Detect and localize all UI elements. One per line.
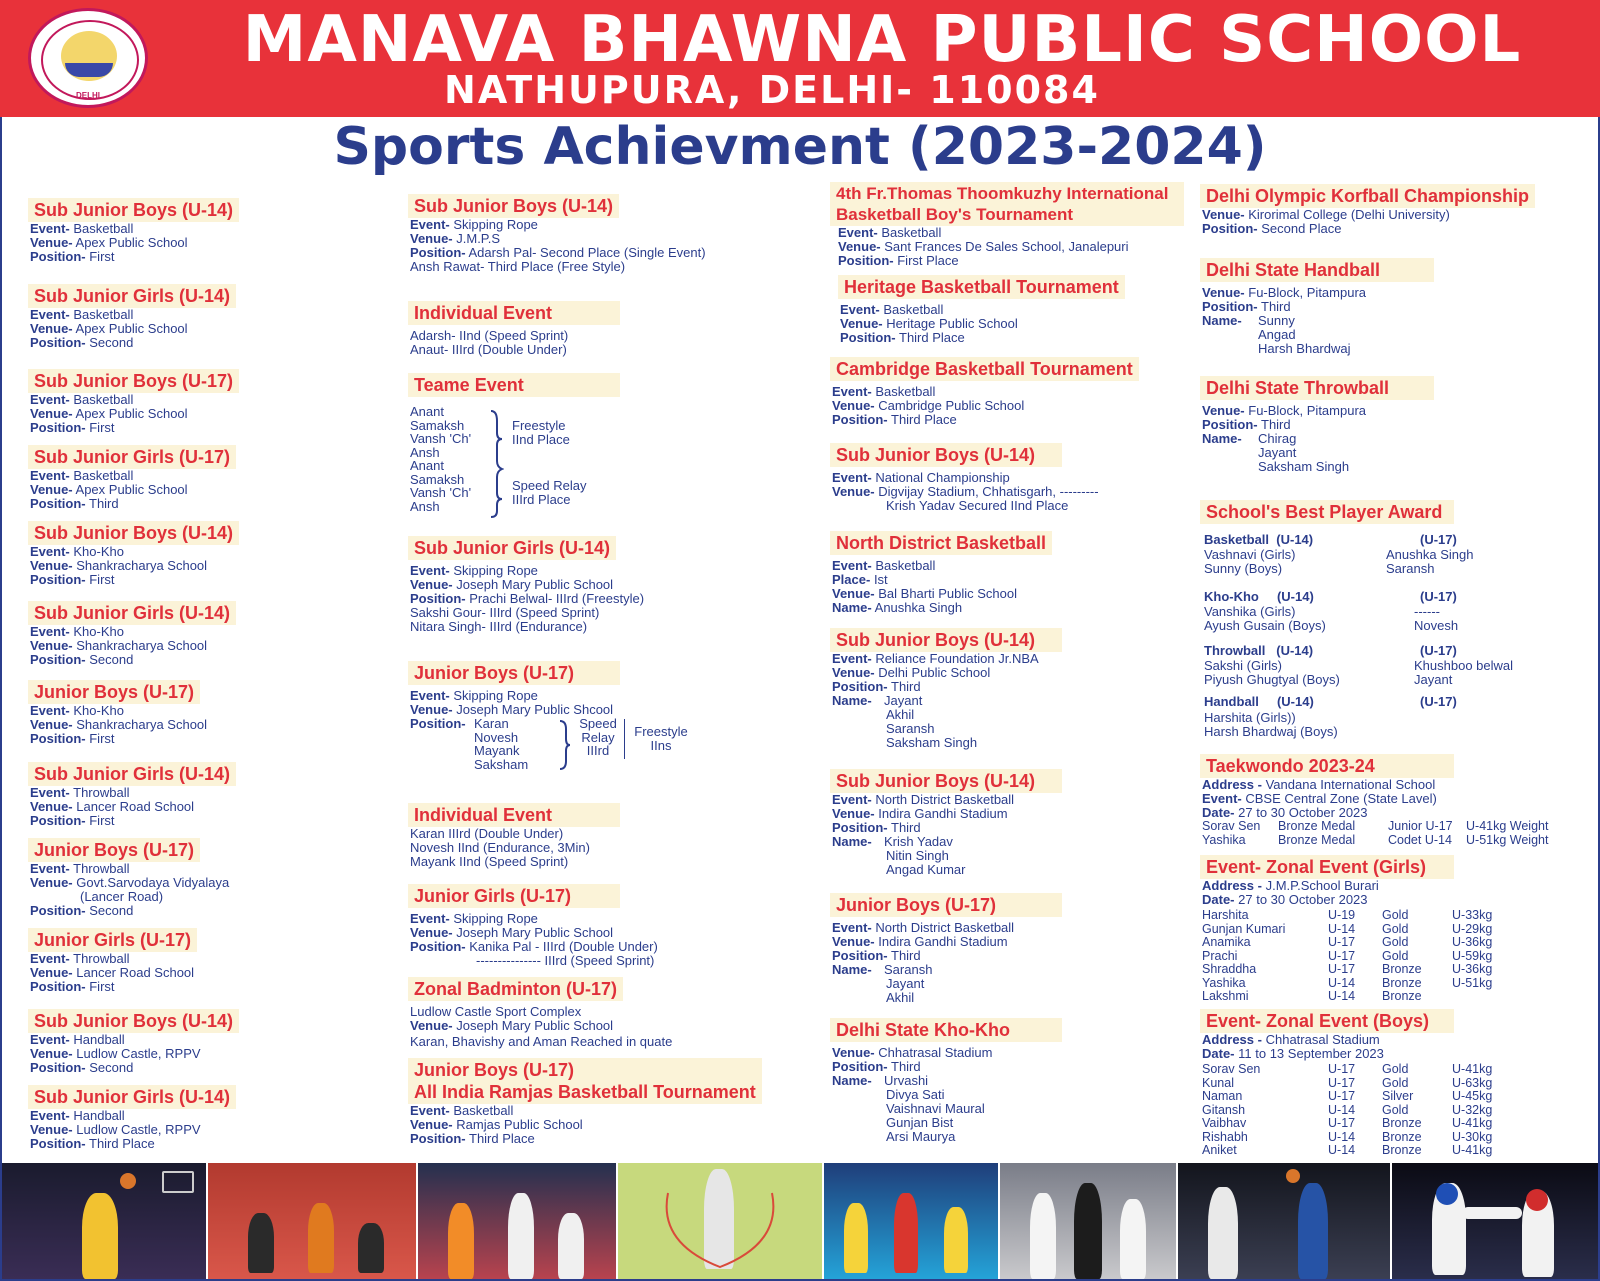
section-heading: Basketball Boy's Tournament [836, 205, 1074, 224]
basketball-game-photo [1178, 1163, 1390, 1279]
header-banner [0, 0, 1600, 117]
section-heading: Junior Boys (U-17) [28, 838, 200, 862]
kho-kho-photo [208, 1163, 416, 1279]
achievement-block: Junior Girls (U-17) Event- Throwball Venue- Lancer Road School Position- First [28, 928, 197, 994]
section-heading: Delhi State Kho-Kho [830, 1018, 1062, 1042]
section-heading: Sub Junior Boys (U-14) [830, 769, 1062, 793]
section-heading: Junior Boys (U-17) [830, 893, 1062, 917]
table-row: Shraddha U-17 Bronze U-36kg [1202, 962, 1493, 976]
table-row: Sorav Sen U-17 Gold U-41kg [1202, 1062, 1493, 1076]
section-heading: Junior Girls (U-17) [28, 928, 197, 952]
section-heading: 4th Fr.Thomas Thoomkuzhy International [836, 184, 1169, 203]
table-row: Sorav Sen Bronze Medal Junior U-17 U-41kg Weight [1202, 819, 1549, 833]
section-heading: Sub Junior Boys (U-14) [28, 198, 239, 222]
achievement-block: Heritage Basketball Tournament Event- Basketball Venue- Heritage Public School Position- Third Place [838, 275, 1125, 345]
achievement-block: Sub Junior Boys (U-14) Event- Handball Venue- Ludlow Castle, RPPV Position- Second [28, 1009, 239, 1075]
achievement-block: Junior Boys (U-17) Event- Skipping Rope Venue- Joseph Mary Public Shcool Position- Karan Novesh Mayank Saksham Speed Relay IIIrd Freestyle IIns [410, 663, 688, 772]
section-heading: Zonal Badminton (U-17) [408, 977, 623, 1001]
section-heading: Delhi State Throwball [1200, 376, 1434, 400]
section-heading: Delhi State Handball [1200, 258, 1434, 282]
section-heading: Sub Junior Boys (U-17) [28, 369, 239, 393]
achievement-block: Individual Event Adarsh- IInd (Speed Sprint) Anaut- IIIrd (Double Under) [408, 301, 620, 357]
achievement-block: Cambridge Basketball Tournament Event- Basketball Venue- Cambridge Public School Position- Third Place [830, 357, 1139, 427]
achievement-block: Sub Junior Girls (U-14) Event- Skipping Rope Venue- Joseph Mary Public School Position- Prachi Belwal- IIIrd (Freestyle) Sakshi Gour- IIIrd (Speed Sprint) Nitara Singh- IIIrd (Endurance) [410, 538, 645, 634]
section-heading: Sub Junior Boys (U-14) [28, 1009, 239, 1033]
section-heading: School's Best Player Award [1200, 500, 1454, 524]
achievement-block: North District Basketball Event- Basketball Place- Ist Venue- Bal Bharti Public School Name- Anushka Singh [830, 531, 1052, 615]
section-heading: Junior Boys (U-17) [28, 680, 200, 704]
taekwondo-table [1200, 820, 1552, 847]
table-row: Lakshmi U-14 Bronze [1202, 989, 1422, 1003]
table-row: Yashika Bronze Medal Codet U-14 U-51kg Weight [1202, 832, 1549, 847]
achievement-block: Sub Junior Boys (U-14) Event- North District Basketball Venue- Indira Gandhi Stadium Position- Third Name- Krish Yadav Nitin Singh Angad Kumar [830, 769, 1062, 877]
school-logo [28, 8, 148, 108]
section-heading: Taekwondo 2023-24 [1200, 754, 1454, 778]
zonal-boys-table [1200, 1063, 1496, 1158]
achievement-block: Sub Junior Girls (U-17) Event- Basketball Venue- Apex Public School Position- Third [28, 445, 236, 511]
section-heading: Sub Junior Girls (U-14) [28, 1085, 236, 1109]
handball-match-photo [1000, 1163, 1176, 1279]
table-row: Yashika U-14 Bronze U-51kg [1202, 975, 1493, 990]
achievement-block: Individual Event Karan IIIrd (Double Under) Novesh IInd (Endurance, 3Min) Mayank IInd (Speed Sprint) [408, 803, 620, 869]
section-heading: Event- Zonal Event (Girls) [1200, 855, 1454, 879]
achievement-block: Sub Junior Girls (U-14) Event- Handball Venue- Ludlow Castle, RPPV Position- Third Place [28, 1085, 236, 1151]
achievement-block: Delhi State Kho-Kho Venue- Chhatrasal Stadium Position- Third Name- Urvashi Divya Sati Vaishnavi Maural Gunjan Bist Arsi Maurya [830, 1018, 1062, 1144]
section-heading: Sub Junior Girls (U-14) [28, 762, 236, 786]
team-event-block: Teame Event Anant Samaksh Vansh 'Ch' Ansh Anant Samaksh Vansh 'Ch' Ansh Freestyle IInd Place Speed Relay IIIrd Place [408, 373, 620, 529]
page-title: Sports Achievment (2023-2024) [333, 117, 1267, 177]
kabaddi-photo [824, 1163, 998, 1279]
achievement-block: Delhi Olympic Korfball Championship Venue- Kirorimal College (Delhi University) Position- Second Place [1200, 184, 1535, 236]
section-heading: Individual Event [408, 803, 620, 827]
best-player-award: School's Best Player Award Basketball (U-14) (U-17) Vashnavi (Girls) Anushka Singh Sunny (Boys) Saransh Kho-Kho (U-14) (U-17) Vanshika (Girls) ------ Ayush Gusain (Boys) Novesh Throwball (U-14) (U-17) Sakshi (Girls) Khushboo belwal Piyush Ghugtyal (Boys) Jayant Handball (U-14) (U-17) Harshita (Girls)) Harsh Bhardwaj (Boys) [1200, 500, 1580, 752]
achievement-block: Junior Boys (U-17) Event- Throwball Venue- Govt.Sarvodaya Vidyalaya (Lancer Road) Position- Second [30, 840, 230, 918]
section-heading: Sub Junior Girls (U-14) [28, 601, 236, 625]
section-heading: Sub Junior Girls (U-14) [28, 284, 236, 308]
achievement-block: Sub Junior Boys (U-14) Event- Skipping Rope Venue- J.M.P.S Position- Adarsh Pal- Second Place (Single Event) Ansh Rawat- Third Place (Free Style) [410, 196, 706, 274]
achievement-block: Sub Junior Boys (U-17) Event- Basketball Venue- Apex Public School Position- First [28, 369, 239, 435]
taekwondo-block: Taekwondo 2023-24 Address - Vandana International School Event- CBSE Central Zone (State Lavel) Date- 27 to 30 October 2023 Sorav Sen Bronze Medal Junior U-17 U-41kg Weight Yashika Bronze Medal Codet U-14 U-51kg Weight [1200, 754, 1552, 847]
photo-strip [0, 1163, 1600, 1281]
table-row: Rishabh U-14 Bronze U-30kg [1202, 1129, 1493, 1144]
school-name: MANAVA BHAWNA PUBLIC SCHOOL [242, 3, 1522, 77]
brace-icon [558, 719, 572, 771]
section-heading: Junior Girls (U-17) [408, 884, 620, 908]
table-row: Anamika U-17 Gold U-36kg [1202, 935, 1493, 949]
achievement-block: Sub Junior Boys (U-14) Event- Reliance Foundation Jr.NBA Venue- Delhi Public School Position- Third Name- Jayant Akhil Saransh Saksham Singh [830, 628, 1062, 750]
achievement-block: Delhi State Throwball Venue- Fu-Block, Pitampura Position- Third Name- Chirag Jayant Saksham Singh [1200, 376, 1434, 474]
table-row: Aniket U-14 Bronze U-41kg [1202, 1143, 1493, 1157]
achievement-block: 4th Fr.Thomas Thoomkuzhy International Basketball Boy's Tournament Event- Basketball Venue- Sant Frances De Sales School, Janalepuri Position- First Place [830, 182, 1184, 268]
section-heading: Teame Event [408, 373, 620, 397]
section-heading: Sub Junior Girls (U-17) [28, 445, 236, 469]
section-heading: Sub Junior Girls (U-14) [408, 536, 616, 560]
section-heading: Cambridge Basketball Tournament [830, 357, 1139, 381]
achievement-block: Sub Junior Girls (U-14) Event- Kho-Kho Venue- Shankracharya School Position- Second [28, 601, 236, 667]
logo-city: DELHI [76, 91, 100, 100]
section-heading: Sub Junior Boys (U-14) [830, 443, 1062, 467]
section-heading: Individual Event [408, 301, 620, 325]
achievement-block: Zonal Badminton (U-17) Ludlow Castle Sport Complex Venue- Joseph Mary Public School Karan, Bhavishy and Aman Reached in quate [410, 979, 673, 1049]
table-row: Kunal U-17 Gold U-63kg [1202, 1075, 1493, 1090]
achievement-block: Sub Junior Boys (U-14) Event- Basketball Venue- Apex Public School Position- First [28, 198, 239, 264]
section-heading: Sub Junior Boys (U-14) [28, 521, 239, 545]
table-row: Naman U-17 Silver U-45kg [1202, 1089, 1493, 1103]
achievement-block: Junior Boys (U-17) Event- Kho-Kho Venue- Shankracharya School Position- First [30, 682, 208, 746]
zonal-girls-block: Event- Zonal Event (Girls) Address - J.M.P.School Burari Date- 27 to 30 October 2023 Harshita U-19 Gold U-33kg Gunjan Kumari U-14 Gold U-29kg Anamika U-17 Gold U-36kg Prachi U-17 Gold U-59kg Shraddha U-17 Bronze U-36kg Yashika U-14 Bronze U-51kg Lakshmi U-14 Bronze [1200, 855, 1496, 1004]
achievement-block: Junior Boys (U-17) Event- North District Basketball Venue- Indira Gandhi Stadium Position- Third Name- Saransh Jayant Akhil [830, 893, 1062, 1005]
achievement-block: Sub Junior Boys (U-14) Event- National Championship Venue- Digvijay Stadium, Chhatisgarh, --------- Krish Yadav Secured IInd Place [832, 445, 1099, 513]
section-heading: Sub Junior Boys (U-14) [408, 194, 619, 218]
table-row: Gunjan Kumari U-14 Gold U-29kg [1202, 921, 1493, 936]
zonal-girls-table [1200, 909, 1496, 1004]
school-address: NATHUPURA, DELHI- 110084 [444, 68, 1100, 112]
taekwondo-photo [1392, 1163, 1598, 1279]
section-heading: Junior Boys (U-17) [408, 661, 620, 685]
section-heading: Heritage Basketball Tournament [838, 275, 1125, 299]
section-heading: All India Ramjas Basketball Tournament [414, 1082, 756, 1102]
section-heading: Delhi Olympic Korfball Championship [1200, 184, 1535, 208]
brace-icon [488, 409, 504, 519]
table-row: Prachi U-17 Gold U-59kg [1202, 948, 1493, 963]
table-row: Vaibhav U-17 Bronze U-41kg [1202, 1116, 1493, 1130]
achievement-block: Delhi State Handball Venue- Fu-Block, Pitampura Position- Third Name- Sunny Angad Harsh Bhardwaj [1200, 258, 1434, 356]
table-row: Harshita U-19 Gold U-33kg [1202, 908, 1493, 922]
achievement-block: Junior Boys (U-17) All India Ramjas Basketball Tournament Event- Basketball Venue- Ramjas Public School Position- Third Place [408, 1058, 762, 1146]
table-row: Gitansh U-14 Gold U-32kg [1202, 1102, 1493, 1117]
section-heading: Junior Boys (U-17) [414, 1060, 575, 1080]
section-heading: Event- Zonal Event (Boys) [1200, 1009, 1454, 1033]
achievement-block: Junior Girls (U-17) Event- Skipping Rope Venue- Joseph Mary Public School Position- Kanika Pal - IIIrd (Double Under) --------------- IIIrd (Speed Sprint) [410, 886, 658, 968]
handball-photo [418, 1163, 616, 1279]
achievement-block: Sub Junior Boys (U-14) Event- Kho-Kho Venue- Shankracharya School Position- First [28, 521, 239, 587]
achievement-block: Sub Junior Girls (U-14) Event- Basketball Venue- Apex Public School Position- Second [28, 284, 236, 350]
achievement-block: Sub Junior Girls (U-14) Event- Throwball Venue- Lancer Road School Position- First [28, 762, 236, 828]
section-heading: North District Basketball [830, 531, 1052, 555]
basketball-photo [2, 1163, 206, 1279]
section-heading: Sub Junior Boys (U-14) [830, 628, 1062, 652]
skipping-rope-photo [618, 1163, 822, 1279]
zonal-boys-block: Event- Zonal Event (Boys) Address - Chhatrasal Stadium Date- 11 to 13 September 2023 Sorav Sen U-17 Gold U-41kg Kunal U-17 Gold U-63kg Naman U-17 Silver U-45kg Gitansh U-14 Gold U-32kg Vaibhav U-17 Bronze U-41kg Rishabh U-14 Bronze U-30kg Aniket U-14 Bronze U-41kg [1200, 1009, 1496, 1158]
